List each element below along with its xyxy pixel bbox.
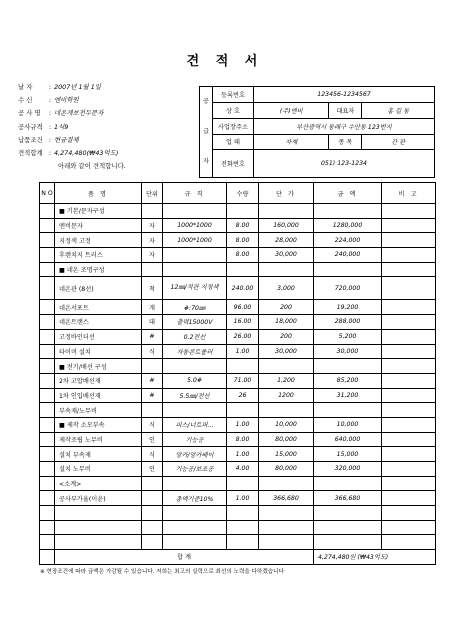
cell-name: 네온관 (8선) (55, 277, 142, 300)
cell-amount: 224,000 (314, 233, 382, 248)
col-amount: 금 액 (314, 183, 382, 204)
cell-name (55, 506, 142, 521)
col-unit: 단위 (142, 183, 163, 204)
col-no: N O (40, 183, 55, 204)
table-row (40, 262, 436, 277)
cell-name: 후렌치지 트러스 (55, 248, 142, 263)
cell-note (382, 344, 436, 359)
cell-qty: 96.00 (227, 300, 259, 315)
cell-price: 10,000 (259, 417, 314, 432)
cell-note (382, 462, 436, 477)
cell-qty (227, 520, 259, 535)
cell-qty: 8.00 (227, 248, 259, 263)
cell-note (382, 506, 436, 521)
cell-price: 30,000 (259, 344, 314, 359)
cell-qty (227, 403, 259, 418)
name-label: 상 호 (213, 102, 254, 118)
table-row (40, 277, 436, 300)
table-row (40, 462, 436, 477)
table-row (40, 388, 436, 403)
supplier-table (199, 86, 435, 178)
type-label: 업 태 (213, 134, 254, 150)
cell-note (382, 218, 436, 233)
cell-spec: 12㎜/적관 지정색 (163, 277, 227, 300)
cell-spec: 5.0# (163, 373, 227, 388)
cell-unit (142, 359, 163, 374)
cell-qty (227, 506, 259, 521)
cell-price: 80,000 (259, 462, 314, 477)
row-no (40, 388, 55, 403)
cell-name: 1차 인입배선재 (55, 388, 142, 403)
cell-spec: 출력15000V (163, 315, 227, 330)
item-label: 종 목 (329, 134, 362, 150)
cell-name (55, 520, 142, 535)
cell-unit: 식 (142, 417, 163, 432)
footnote: ※ 현장조건에 따라 금액은 가감될 수 있습니다. 저희는 최고의 실력으로 최선의 노력을 다하겠습니다 (40, 569, 284, 575)
cell-price (259, 520, 314, 535)
cell-spec: 기능공 (163, 432, 227, 447)
cell-name: 네온트랜스 (55, 315, 142, 330)
cell-amount (314, 359, 382, 374)
total-row (40, 550, 436, 565)
cell-unit (142, 506, 163, 521)
cell-price (259, 535, 314, 550)
document-title: 견 적 서 (186, 54, 264, 69)
cell-amount: 15,000 (314, 447, 382, 462)
cell-name: ■ 제작 소모부속 (55, 417, 142, 432)
cell-spec (163, 535, 227, 550)
info-row-total: 견적합계 : 4,274,480(₩43억도) (18, 149, 119, 158)
cell-note (382, 359, 436, 374)
cell-note (382, 373, 436, 388)
cell-spec (163, 262, 227, 277)
cell-name: 지정색 고정 (55, 233, 142, 248)
cell-name: 설치 부속재 (55, 447, 142, 462)
cell-spec: 피스/너트퍼... (163, 417, 227, 432)
table-row (40, 204, 436, 219)
row-no (40, 277, 55, 300)
rep-label: 대표자 (329, 102, 362, 118)
col-note: 비 고 (382, 183, 436, 204)
cell-name: <소계> (55, 476, 142, 491)
cell-price (259, 506, 314, 521)
table-row (40, 248, 436, 263)
cell-price (259, 204, 314, 219)
info-row-project: 공 사 명 : 네온개보전두문자 (18, 109, 104, 118)
cell-qty: 8.00 (227, 233, 259, 248)
table-row (40, 417, 436, 432)
cell-spec (163, 403, 227, 418)
cell-unit: 인 (142, 432, 163, 447)
cell-spec: 기능공/보조공 (163, 462, 227, 477)
row-no (40, 417, 55, 432)
table-row (40, 506, 436, 521)
cell-unit: 식 (142, 447, 163, 462)
cell-note (382, 248, 436, 263)
cell-price: 200 (259, 300, 314, 315)
cell-note (382, 476, 436, 491)
cell-amount (314, 204, 382, 219)
cell-amount: 288,000 (314, 315, 382, 330)
cell-spec: 0.2전선 (163, 329, 227, 344)
table-row (40, 218, 436, 233)
row-no (40, 204, 55, 219)
cell-price (259, 403, 314, 418)
cell-spec: 1000*1000 (163, 233, 227, 248)
tel-value: 051) 123-1234 (254, 150, 435, 178)
cell-amount (314, 520, 382, 535)
cell-unit: 자 (142, 233, 163, 248)
cell-price: 28,000 (259, 233, 314, 248)
addr-value: 부산광역시 동래구 수안동 123번지 (254, 118, 435, 134)
cell-amount: 10,000 (314, 417, 382, 432)
row-no (40, 447, 55, 462)
col-name: 품 명 (55, 183, 142, 204)
cell-name: ■ 기본/문자구성 (55, 204, 142, 219)
cell-name: ■ 네온 조명구성 (55, 262, 142, 277)
row-no (40, 359, 55, 374)
col-price: 단 가 (259, 183, 314, 204)
row-no (40, 432, 55, 447)
cell-note (382, 277, 436, 300)
tel-label: 전화번호 (213, 150, 254, 178)
cell-amount (314, 535, 382, 550)
cell-name: 부속재/노무비 (55, 403, 142, 418)
cell-unit (142, 262, 163, 277)
cell-price: 160,000 (259, 218, 314, 233)
cell-qty: 26 (227, 388, 259, 403)
cell-note (382, 447, 436, 462)
cell-name: 제작조립 노무비 (55, 432, 142, 447)
cell-spec (163, 204, 227, 219)
cell-amount: 1280,000 (314, 218, 382, 233)
cell-amount: 19,200 (314, 300, 382, 315)
table-row (40, 432, 436, 447)
table-row (40, 520, 436, 535)
cell-name: 공사부가율(이윤) (55, 491, 142, 506)
cell-price (259, 476, 314, 491)
cell-unit: 식 (142, 344, 163, 359)
cell-note (382, 300, 436, 315)
cell-qty (227, 476, 259, 491)
cell-note (382, 491, 436, 506)
cell-price: 18,000 (259, 315, 314, 330)
row-no (40, 491, 55, 506)
cell-note (382, 535, 436, 550)
row-no (40, 315, 55, 330)
row-no (40, 300, 55, 315)
table-row (40, 373, 436, 388)
cell-note (382, 204, 436, 219)
cell-qty (227, 204, 259, 219)
cell-qty: 240.00 (227, 277, 259, 300)
cell-unit: 대 (142, 315, 163, 330)
cell-note (382, 403, 436, 418)
cell-qty (227, 262, 259, 277)
cell-spec (163, 520, 227, 535)
total-label: 합 계 (55, 550, 314, 565)
estimate-note: 아래와 같이 견적합니다. (58, 162, 126, 171)
cell-spec (163, 476, 227, 491)
rep-value: 홍 길 동 (362, 102, 435, 118)
info-row-spec: 공사규격 : 1식9 (18, 122, 69, 131)
cell-price: 80,000 (259, 432, 314, 447)
cell-unit (142, 476, 163, 491)
row-no (40, 344, 55, 359)
table-header (40, 183, 436, 204)
cell-spec: 5.5㎜/전선 (163, 388, 227, 403)
cell-unit (142, 204, 163, 219)
table-row (40, 329, 436, 344)
cell-spec (163, 506, 227, 521)
cell-unit (142, 535, 163, 550)
cell-unit (142, 520, 163, 535)
estimate-items-table (39, 182, 436, 565)
cell-unit: 자 (142, 248, 163, 263)
estimate-info (18, 81, 198, 173)
cell-amount: 366,680 (314, 491, 382, 506)
table-row (40, 403, 436, 418)
row-no (40, 462, 55, 477)
cell-price: 200 (259, 329, 314, 344)
cell-spec (163, 359, 227, 374)
row-no (40, 218, 55, 233)
cell-price: 1,200 (259, 373, 314, 388)
info-row-terms: 납품조건 : 현금결제 (18, 135, 79, 144)
cell-spec: 총액기준10% (163, 491, 227, 506)
cell-spec: 1000*1000 (163, 218, 227, 233)
table-row (40, 476, 436, 491)
cell-amount (314, 476, 382, 491)
table-row (40, 535, 436, 550)
cell-amount: 85,200 (314, 373, 382, 388)
cell-price: 1200 (259, 388, 314, 403)
row-no (40, 373, 55, 388)
cell-amount: 30,000 (314, 344, 382, 359)
cell-unit: # (142, 329, 163, 344)
cell-unit (142, 403, 163, 418)
cell-name: 네온서포트 (55, 300, 142, 315)
table-row (40, 344, 436, 359)
name-value: (주)엔비 (254, 102, 329, 118)
cell-price (259, 262, 314, 277)
cell-qty: 1.00 (227, 344, 259, 359)
table-row (40, 447, 436, 462)
row-no (40, 329, 55, 344)
cell-name: 설치 노무비 (55, 462, 142, 477)
cell-unit (142, 491, 163, 506)
col-spec: 규 격 (163, 183, 227, 204)
cell-amount (314, 403, 382, 418)
cell-price: 30,000 (259, 248, 314, 263)
row-no (40, 248, 55, 263)
cell-spec: #:70㎜ (163, 300, 227, 315)
type-value: 자재 (254, 134, 329, 150)
cell-spec: 자동콘트롤러 (163, 344, 227, 359)
row-no (40, 403, 55, 418)
cell-note (382, 315, 436, 330)
cell-note (382, 262, 436, 277)
cell-qty: 16.00 (227, 315, 259, 330)
cell-note (382, 329, 436, 344)
item-value: 간 판 (362, 134, 435, 150)
addr-label: 사업장주소 (213, 118, 254, 134)
row-no (40, 520, 55, 535)
row-no (40, 476, 55, 491)
info-row-recipient: 수 신 : 엔비학원 (18, 96, 79, 105)
cell-note (382, 233, 436, 248)
row-no (40, 535, 55, 550)
cell-unit: 자 (142, 218, 163, 233)
cell-amount: 640,000 (314, 432, 382, 447)
cell-qty: 26.00 (227, 329, 259, 344)
cell-name (55, 535, 142, 550)
cell-qty (227, 359, 259, 374)
cell-amount: 720,000 (314, 277, 382, 300)
cell-price: 15,000 (259, 447, 314, 462)
cell-qty (227, 535, 259, 550)
table-row (40, 315, 436, 330)
cell-amount: 31,200 (314, 388, 382, 403)
cell-note (382, 432, 436, 447)
cell-qty: 1.00 (227, 491, 259, 506)
cell-note (382, 520, 436, 535)
cell-name: 엔비문자 (55, 218, 142, 233)
cell-note (382, 388, 436, 403)
cell-spec: 앙카/앙카베이 (163, 447, 227, 462)
cell-price: 3,000 (259, 277, 314, 300)
col-qty: 수량 (227, 183, 259, 204)
row-no (40, 506, 55, 521)
cell-qty: 1.00 (227, 417, 259, 432)
cell-unit: # (142, 373, 163, 388)
supplier-side-label: 공 급 자 (200, 87, 213, 178)
cell-price: 366,680 (259, 491, 314, 506)
cell-amount (314, 506, 382, 521)
table-row (40, 491, 436, 506)
cell-name: ■ 전기/배선 구성 (55, 359, 142, 374)
cell-name: 타이머 설치 (55, 344, 142, 359)
table-row (40, 300, 436, 315)
cell-amount: 320,000 (314, 462, 382, 477)
cell-qty: 71.00 (227, 373, 259, 388)
cell-qty: 8.00 (227, 218, 259, 233)
table-row (40, 359, 436, 374)
cell-price (259, 359, 314, 374)
cell-unit: 척 (142, 277, 163, 300)
cell-name: 고정바인더선 (55, 329, 142, 344)
row-no (40, 233, 55, 248)
cell-qty: 8.00 (227, 432, 259, 447)
total-value: 4,274,480원 (₩43억도) (314, 550, 436, 565)
row-no (40, 262, 55, 277)
cell-spec (163, 248, 227, 263)
cell-unit: # (142, 388, 163, 403)
table-row (40, 233, 436, 248)
reg-value: 123456-1234567 (254, 87, 435, 103)
cell-amount: 240,000 (314, 248, 382, 263)
info-row-date: 날 자 : 2007년 1월 1일 (18, 83, 101, 91)
cell-note (382, 417, 436, 432)
cell-qty: 4.00 (227, 462, 259, 477)
reg-label: 등록번호 (213, 87, 254, 103)
cell-unit: 인 (142, 462, 163, 477)
cell-name: 2차 고압배선재 (55, 373, 142, 388)
cell-amount: 5,200 (314, 329, 382, 344)
cell-unit: 개 (142, 300, 163, 315)
cell-amount (314, 262, 382, 277)
cell-qty: 1.00 (227, 447, 259, 462)
